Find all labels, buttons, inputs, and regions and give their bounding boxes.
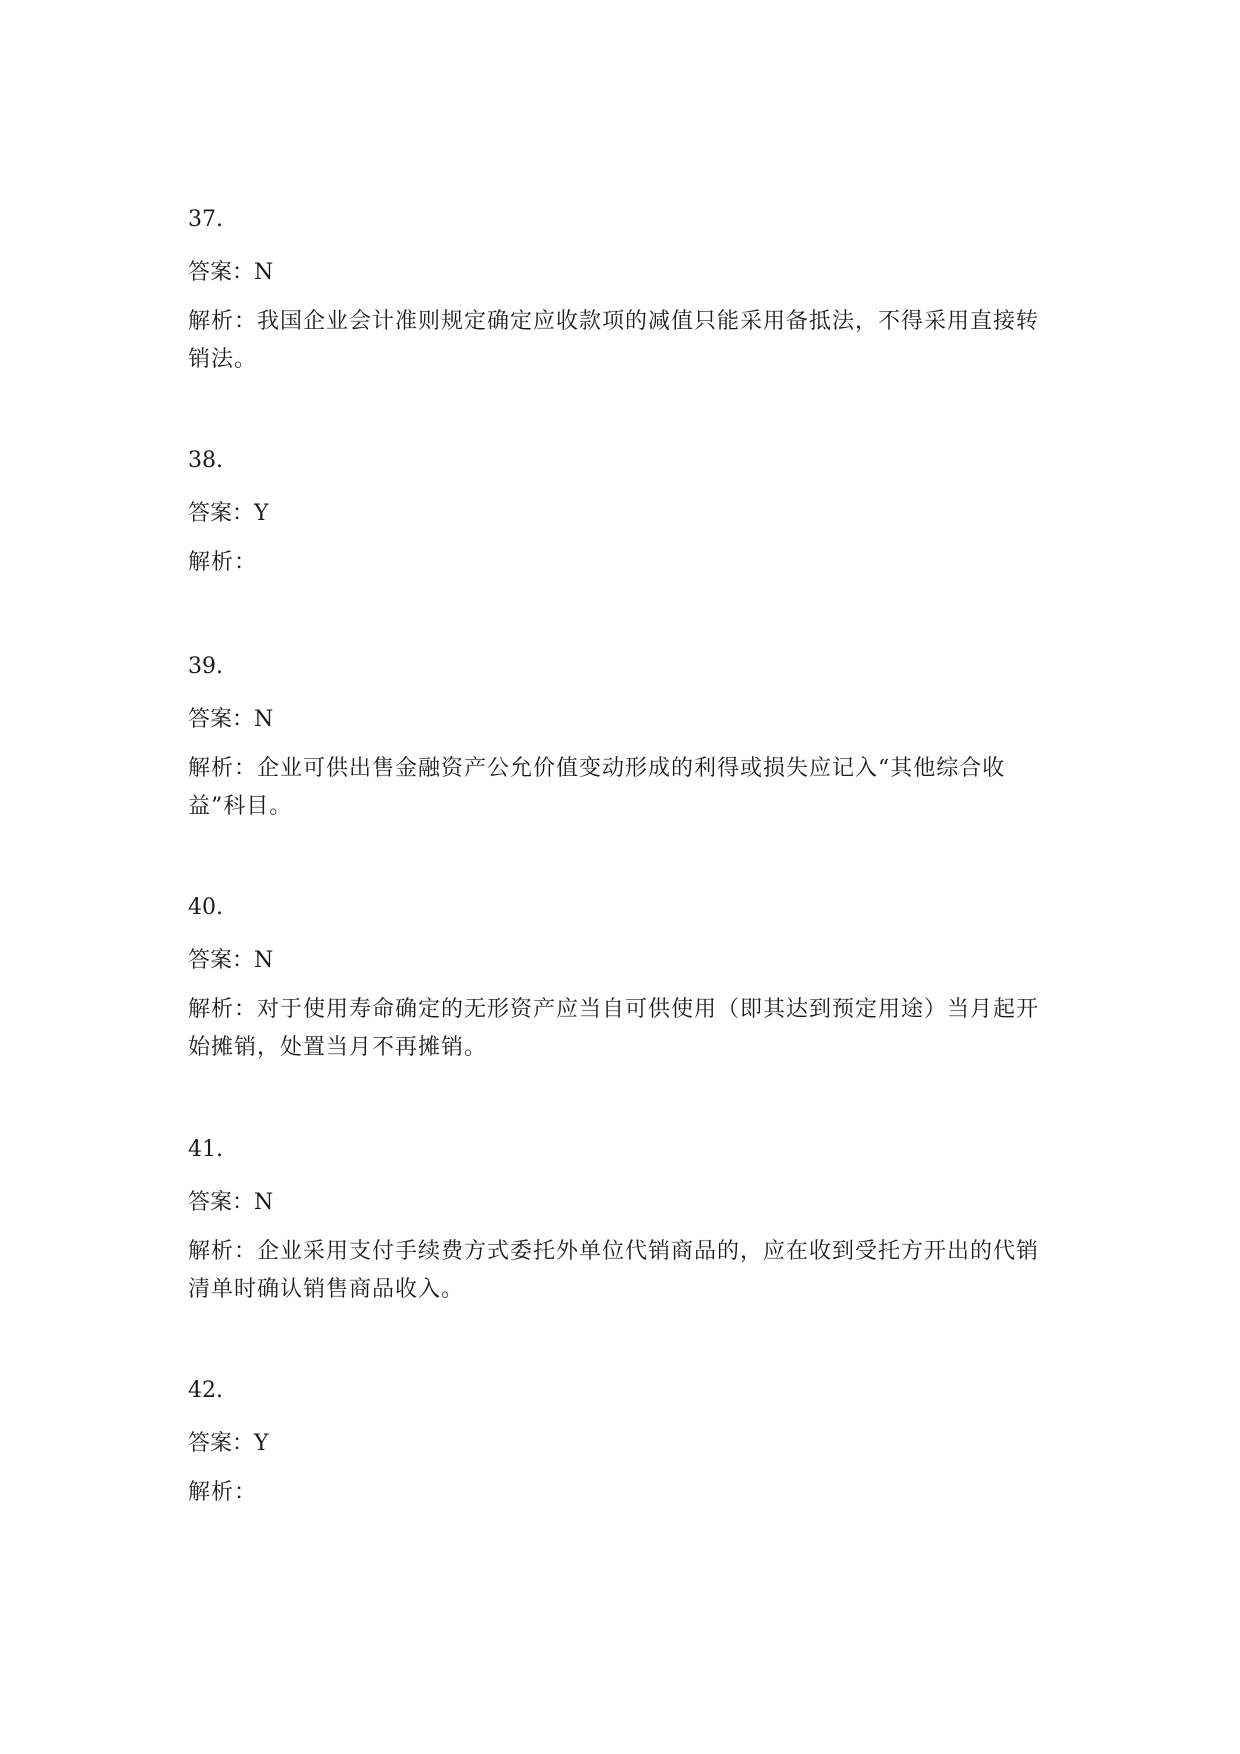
question-item-38	[188, 446, 1058, 582]
explanation-text: 解析：	[188, 550, 258, 575]
question-number: 40.	[188, 895, 223, 920]
answer-line: 答案：N	[188, 260, 274, 285]
question-item-40	[188, 893, 1058, 1067]
question-item-39	[188, 652, 1058, 826]
question-number: 38.	[188, 448, 223, 473]
question-item-41	[188, 1135, 1058, 1309]
explanation-text: 解析：对于使用寿命确定的无形资产应当自可供使用（即其达到预定用途）当月起开始摊销，处置当月不再摊销。	[188, 997, 1040, 1060]
explanation-text: 解析：	[188, 1480, 258, 1505]
explanation-text: 解析：企业采用支付手续费方式委托外单位代销商品的，应在收到受托方开出的代销清单时确认销售商品收入。	[188, 1239, 1040, 1302]
question-number: 42.	[188, 1378, 223, 1403]
answer-line: 答案：N	[188, 1190, 274, 1215]
question-item-37	[188, 205, 1058, 379]
answer-line: 答案：N	[188, 707, 274, 732]
question-number: 39.	[188, 654, 223, 679]
explanation-text: 解析：我国企业会计准则规定确定应收款项的减值只能采用备抵法，不得采用直接转销法。	[188, 309, 1040, 372]
answer-line: 答案：Y	[188, 1431, 269, 1456]
explanation-text: 解析：企业可供出售金融资产公允价值变动形成的利得或损失应记入“其他综合收益”科目。	[188, 756, 1006, 819]
question-item-42	[188, 1376, 1058, 1512]
answer-line: 答案：Y	[188, 501, 269, 526]
question-number: 37.	[188, 207, 223, 232]
question-number: 41.	[188, 1137, 223, 1162]
answer-line: 答案：N	[188, 948, 274, 973]
